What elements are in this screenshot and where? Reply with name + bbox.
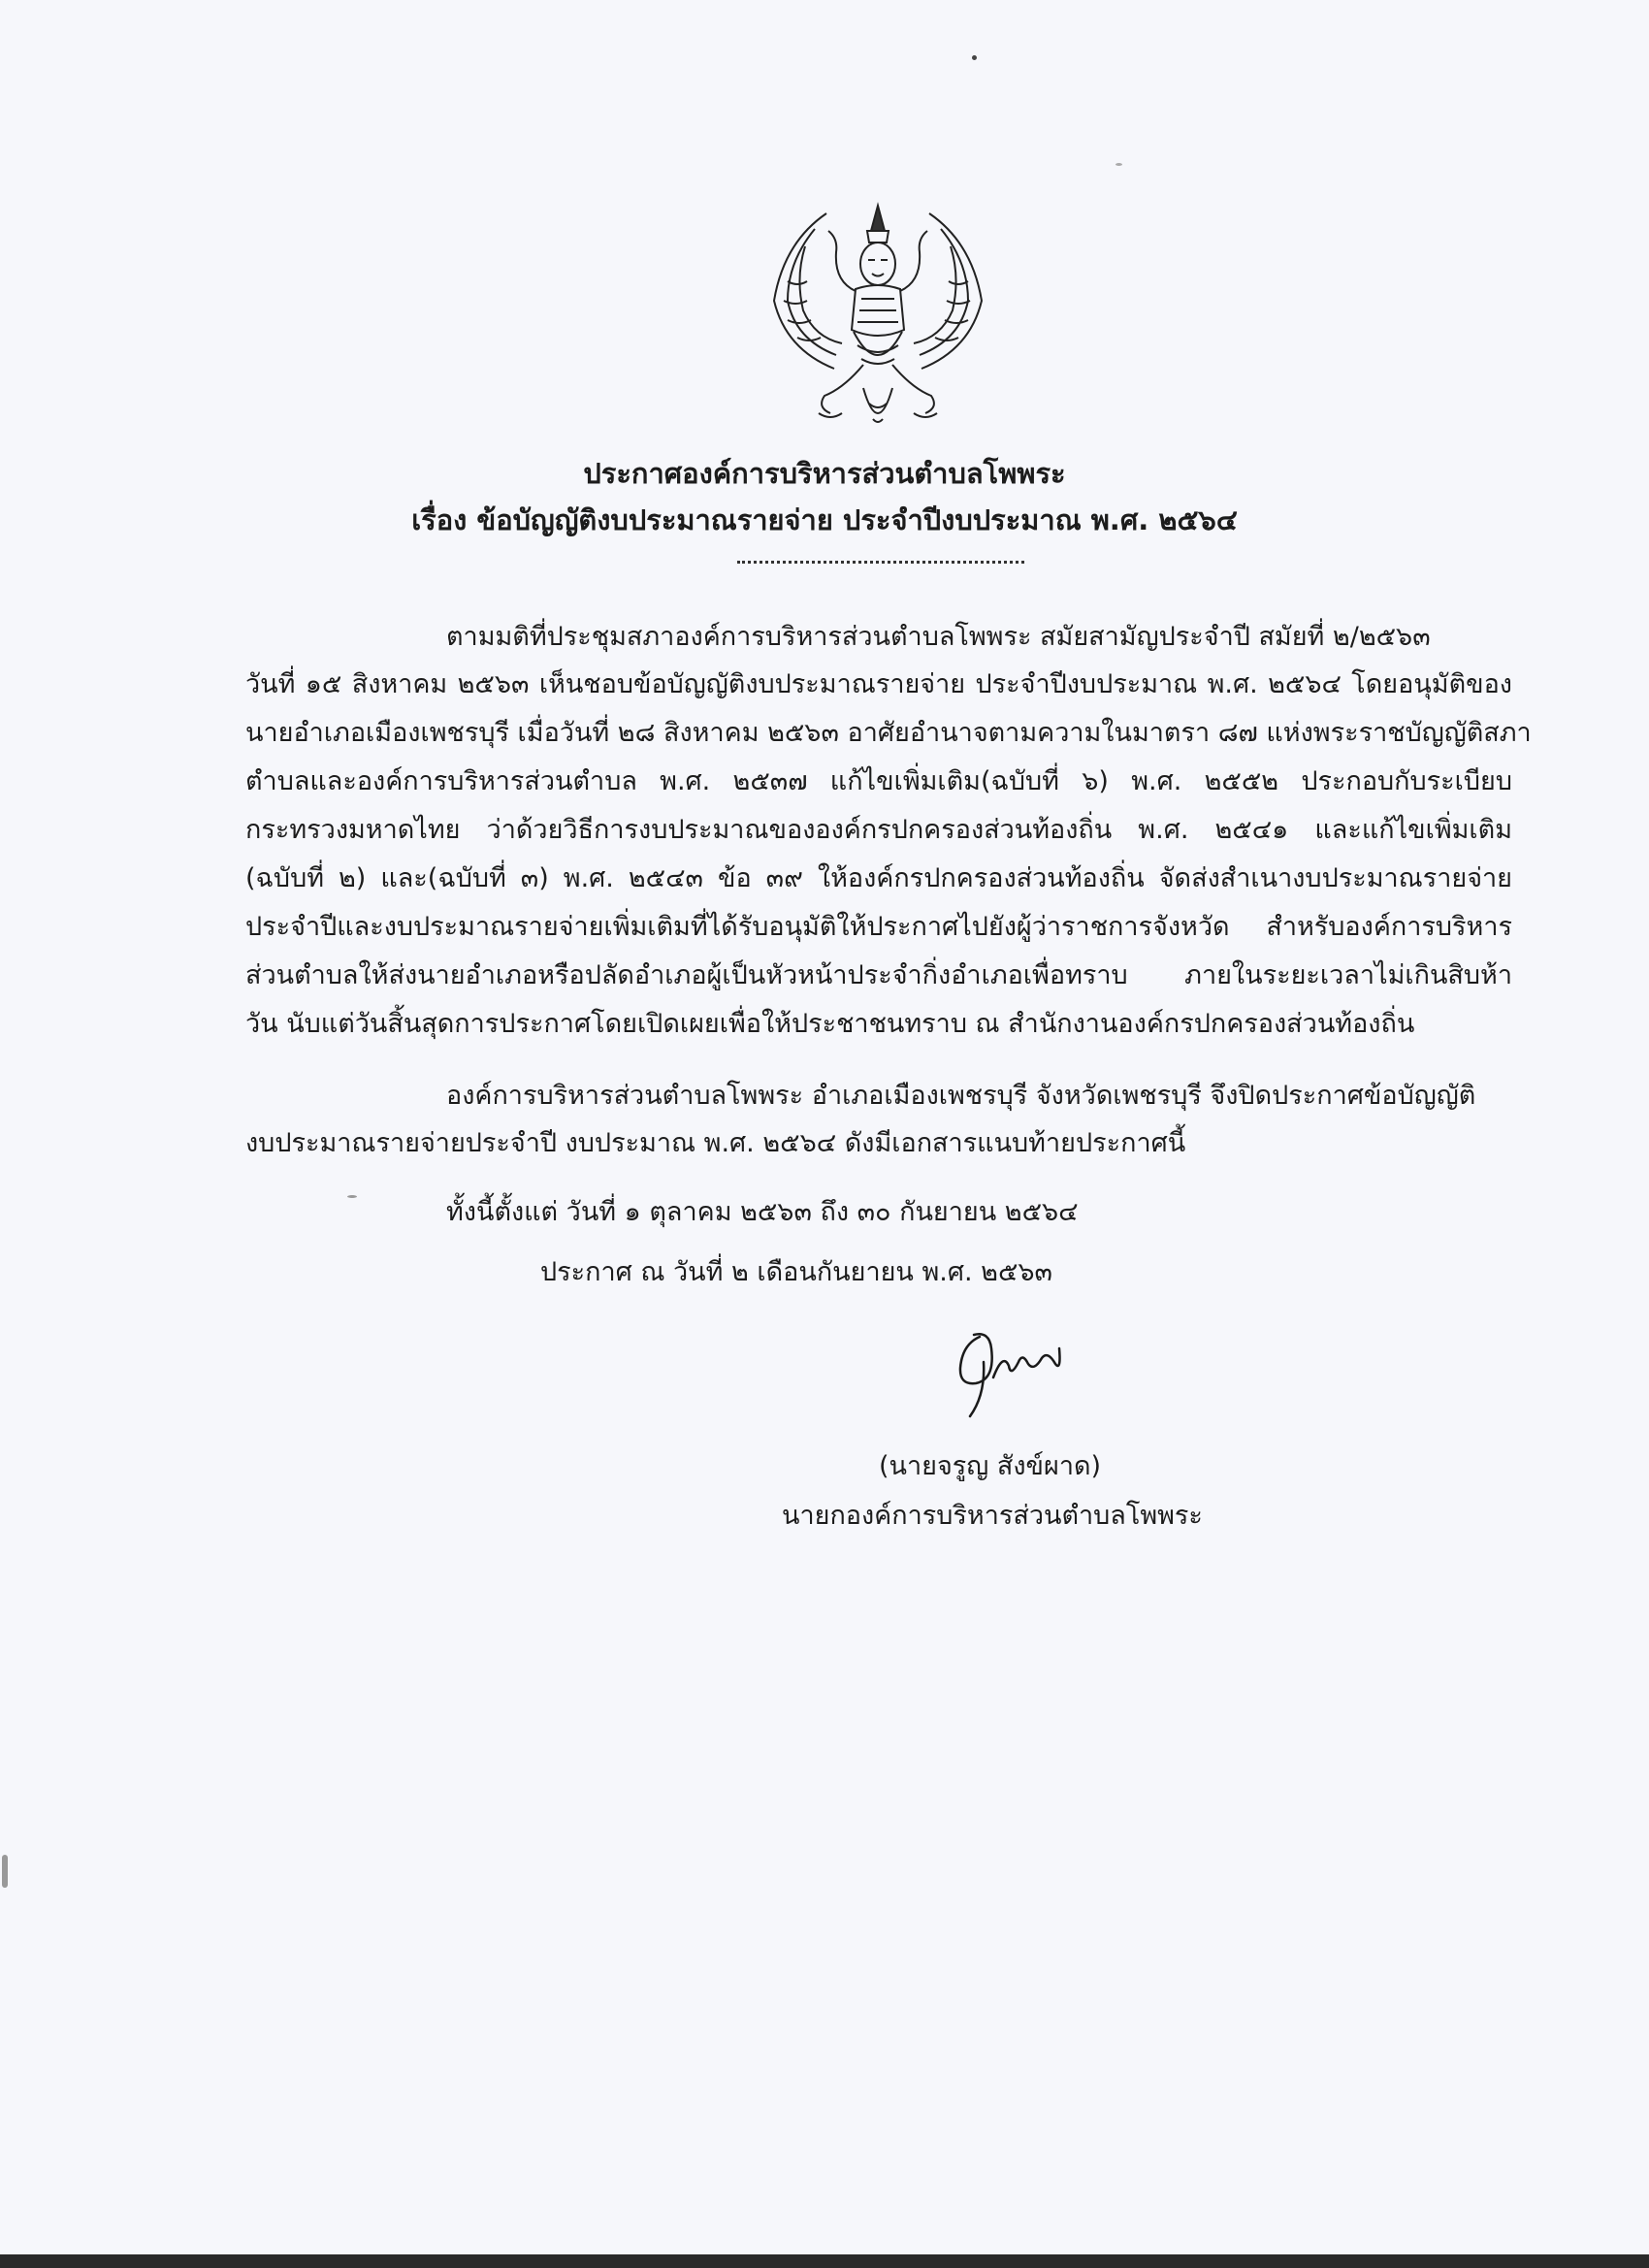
- paragraph-2-line: งบประมาณรายจ่ายประจำปี งบประมาณ พ.ศ. ๒๕๖๔ ดังมีเอกสารแนบท้ายประกาศนี้: [245, 1128, 1186, 1158]
- announcement-date: ประกาศ ณ วันที่ ๒ เดือนกันยายน พ.ศ. ๒๕๖๓: [540, 1257, 1052, 1287]
- paragraph-1-line: ส่วนตำบลให้ส่งนายอำเภอหรือปลัดอำเภอผู้เป็นหัวหน้าประจำกิ่งอำเภอเพื่อทราบ ภายในระยะเวลาไม่เกินสิบห้า: [245, 960, 1512, 990]
- paragraph-1-line: ประจำปีและงบประมาณรายจ่ายเพิ่มเติมที่ได้รับอนุมัติให้ประกาศไปยังผู้ว่าราชการจังหวัด สำหรับองค์การบริหาร: [245, 912, 1512, 942]
- announcement-subject: เรื่อง ข้อบัญญัติงบประมาณรายจ่าย ประจำปีงบประมาณ พ.ศ. ๒๕๖๔: [411, 503, 1238, 536]
- paragraph-1-line: ตามมติที่ประชุมสภาองค์การบริหารส่วนตำบลโพพระ สมัยสามัญประจำปี สมัยที่ ๒/๒๕๖๓: [446, 622, 1431, 652]
- scan-edge: [0, 2254, 1649, 2268]
- paragraph-1-line: (ฉบับที่ ๒) และ(ฉบับที่ ๓) พ.ศ. ๒๕๔๓ ข้อ ๓๙ ให้องค์กรปกครองส่วนท้องถิ่น จัดส่งสำเนางบประมาณรายจ่าย: [245, 863, 1512, 893]
- scan-speck: [972, 55, 977, 60]
- effective-period: ทั้งนี้ตั้งแต่ วันที่ ๑ ตุลาคม ๒๕๖๓ ถึง ๓๐ กันยายน ๒๕๖๔: [446, 1197, 1079, 1227]
- paragraph-1-line: วันที่ ๑๕ สิงหาคม ๒๕๖๓ เห็นชอบข้อบัญญัติงบประมาณรายจ่าย ประจำปีงบประมาณ พ.ศ. ๒๕๖๔ โดยอนุมัติของ: [245, 669, 1512, 699]
- paragraph-1-line: วัน นับแต่วันสิ้นสุดการประกาศโดยเปิดเผยเพื่อให้ประชาชนทราบ ณ สำนักงานองค์กรปกครองส่วนท้องถิ่น: [245, 1009, 1415, 1039]
- garuda-emblem-icon: [766, 184, 989, 438]
- announcement-title: ประกาศองค์การบริหารส่วนตำบลโพพระ: [583, 457, 1066, 490]
- paragraph-1-line: นายอำเภอเมืองเพชรบุรี เมื่อวันที่ ๒๘ สิงหาคม ๒๕๖๓ อาศัยอำนาจตามความในมาตรา ๘๗ แห่งพระราชบัญญัติสภา: [245, 718, 1532, 748]
- paragraph-1-line: กระทรวงมหาดไทย ว่าด้วยวิธีการงบประมาณขององค์กรปกครองส่วนท้องถิ่น พ.ศ. ๒๕๔๑ และแก้ไขเพิ่มเติม: [245, 815, 1512, 845]
- scan-speck: [2, 1855, 8, 1888]
- signatory-position: นายกองค์การบริหารส่วนตำบลโพพระ: [782, 1501, 1203, 1531]
- handwritten-signature: [941, 1308, 1086, 1424]
- scan-speck: [347, 1195, 357, 1198]
- scan-speck: [1116, 163, 1122, 166]
- divider-dots: [737, 561, 1024, 564]
- signatory-name: (นายจรูญ สังข์ผาด): [879, 1451, 1102, 1481]
- paragraph-2-line: องค์การบริหารส่วนตำบลโพพระ อำเภอเมืองเพชรบุรี จังหวัดเพชรบุรี จึงปิดประกาศข้อบัญญัติ: [446, 1081, 1476, 1111]
- paragraph-1-line: ตำบลและองค์การบริหารส่วนตำบล พ.ศ. ๒๕๓๗ แก้ไขเพิ่มเติม(ฉบับที่ ๖) พ.ศ. ๒๕๕๒ ประกอบกับระเบียบ: [245, 766, 1512, 796]
